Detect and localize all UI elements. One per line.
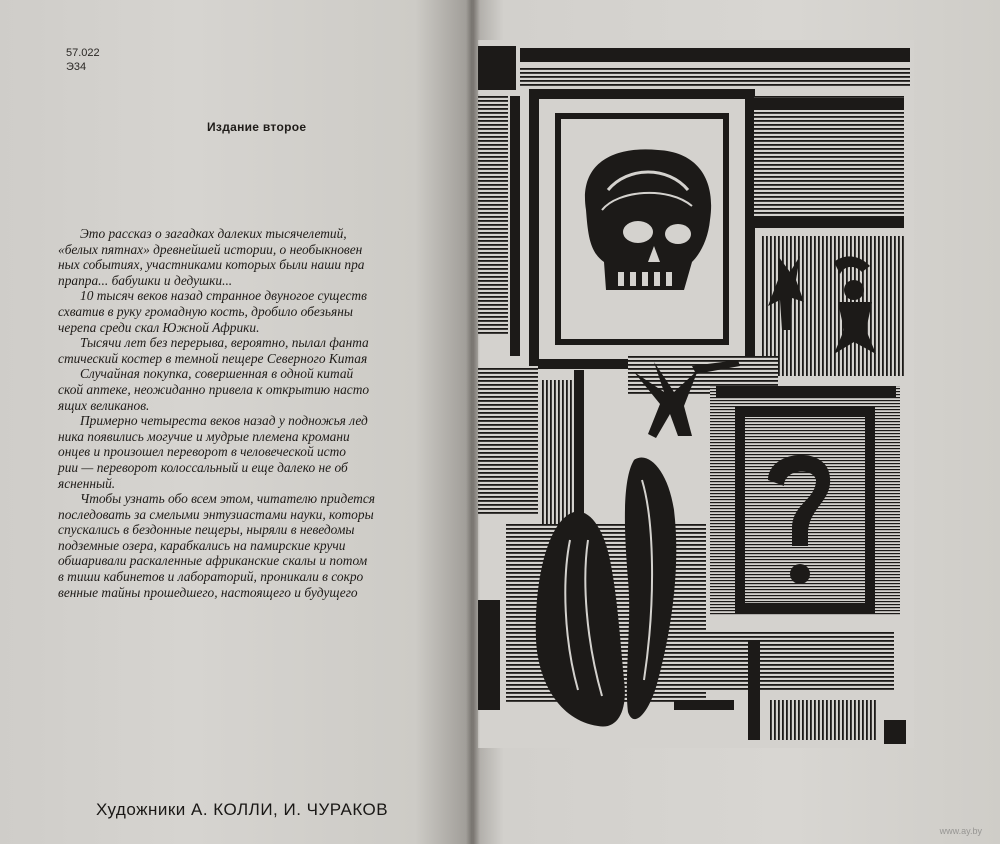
- annotation-line: ясненный.: [58, 475, 116, 491]
- frame-bar: [478, 600, 500, 710]
- left-page: [0, 0, 472, 844]
- edition-label: Издание второе: [207, 120, 307, 134]
- annotation-line: черепа среди скал Южной Африки.: [58, 319, 260, 335]
- frame-bar: [754, 216, 904, 228]
- annotation-line: Случайная покупка, совершенная в одной китай: [80, 366, 354, 382]
- hatch-block: [768, 700, 878, 740]
- hatch-block: [674, 630, 894, 690]
- illustration: [478, 40, 914, 748]
- hatch-block: [520, 66, 910, 88]
- catalog-code: [66, 46, 100, 74]
- annotation-line: в тиши кабинетов и лабораторий, проникали в сокро: [58, 569, 364, 585]
- frame-bar: [748, 640, 760, 740]
- watermark: www.ay.by: [939, 826, 982, 836]
- annotation-line: Это рассказ о загадках далеких тысячелетий,: [80, 226, 347, 241]
- artists-credit: Художники А. КОЛЛИ, И. ЧУРАКОВ: [96, 800, 389, 819]
- annotation-line: спускались в бездонные пещеры, ныряли в неведомы: [58, 522, 355, 538]
- frame-bar: [520, 48, 910, 62]
- annotation-line: прапра... бабушки и дедушки...: [58, 272, 233, 288]
- catalog-code-line: 57.022: [66, 47, 100, 59]
- annotation-line: ника появились могучие и мудрые племена кромани: [58, 428, 350, 444]
- annotation-line: 10 тысяч веков назад странное двуногое существ: [80, 288, 367, 304]
- hatch-block: [754, 96, 904, 216]
- annotation-line: ской аптеке, неожиданно привела к открытию насто: [58, 381, 370, 397]
- frame-bar: [884, 720, 906, 744]
- annotation-line: обшаривали раскаленные африканские скалы и потом: [58, 553, 368, 569]
- frame-bar: [716, 386, 896, 398]
- annotation-line: Примерно четыреста веков назад у подножья лед: [80, 413, 368, 429]
- annotation-line: венные тайны прошедшего, настоящего и будущего: [58, 584, 358, 600]
- frame-bar: [754, 98, 904, 110]
- frame-bar: [674, 700, 734, 710]
- annotation-line: ящих великанов.: [58, 397, 150, 413]
- annotation-line: Чтобы узнать обо всем этом, читателю придется: [80, 491, 376, 507]
- frame-bar: [478, 46, 516, 90]
- annotation-line: Тысячи лет без перерыва, вероятно, пылал фанта: [80, 335, 369, 351]
- annotation-line: онцев и произошел переворот в человеческой исто: [58, 444, 346, 460]
- annotation-line: последовать за смелыми энтузиастами науки, которы: [58, 506, 374, 522]
- book-gutter: [466, 0, 480, 844]
- annotation-line: «белых пятнах» древнейшей истории, о необыкновен: [58, 241, 363, 257]
- catalog-code-line: Э34: [66, 61, 87, 73]
- hatch-block: [478, 96, 508, 336]
- hatch-block: [478, 366, 538, 516]
- annotation-line: ных событиях, участниками которых были наши пра: [58, 257, 365, 273]
- annotation-line: рии — переворот колоссальный и еще далеко не об: [58, 459, 348, 475]
- annotation-line: схватив в руку громадную кость, дробило обезьяны: [58, 303, 353, 319]
- annotation-line: подземные озера, карабкались на памирские кручи: [58, 537, 346, 553]
- annotation-text: [58, 226, 472, 600]
- annotation-line: стический костер в темной пещере Северного Китая: [58, 350, 368, 366]
- frame-bar: [510, 96, 520, 356]
